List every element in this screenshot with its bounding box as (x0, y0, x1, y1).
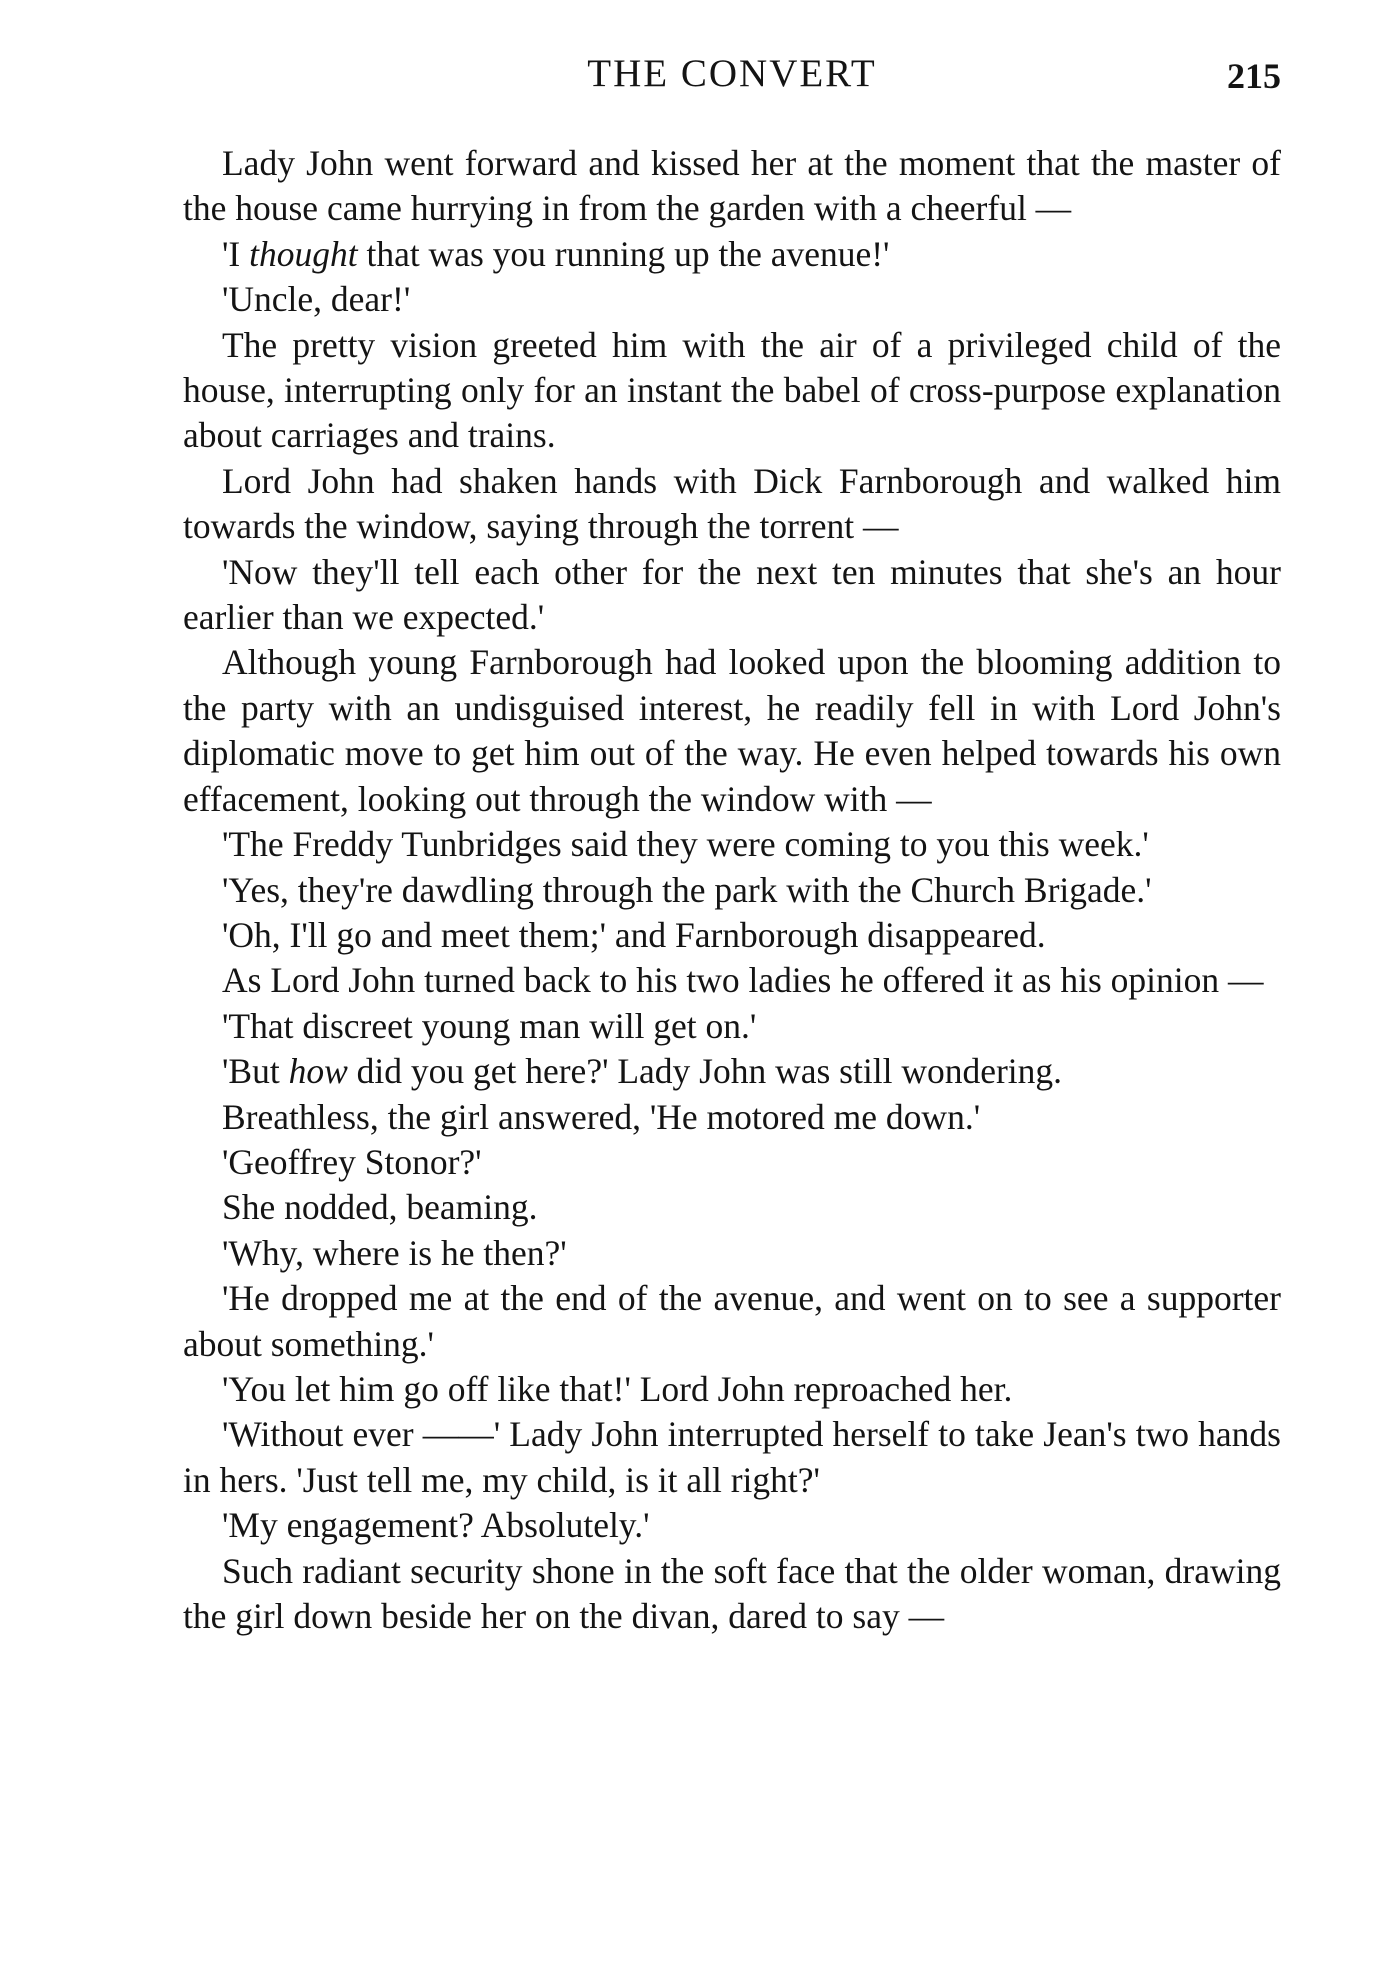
body-text (183, 141, 1281, 1639)
paragraph: Lord John had shaken hands with Dick Farnborough and walked him towards the window, saying through the torrent — (183, 460, 1281, 547)
page-number: 215 (1227, 56, 1281, 96)
paragraph: Lady John went forward and kissed her at the moment that the master of the house came hurrying in from the garden with a cheerful — (183, 143, 1281, 229)
paragraph: Such radiant security shone in the soft face that the older woman, drawing the girl down beside her on the divan, dared to say — (183, 1550, 1281, 1636)
paragraph: 'I thought that was you running up the avenue!' (222, 233, 890, 274)
paragraph: Breathless, the girl answered, 'He motored me down.' (222, 1096, 981, 1137)
chapter-title: THE CONVERT (587, 52, 877, 95)
paragraph: 'Geoffrey Stonor?' (222, 1141, 482, 1182)
paragraph: As Lord John turned back to his two ladies he offered it as his opinion — (222, 960, 1264, 1001)
paragraph: 'He dropped me at the end of the avenue, and went on to see a supporter about something.' (183, 1278, 1281, 1364)
paragraph: 'The Freddy Tunbridges said they were coming to you this week.' (222, 824, 1149, 865)
emphasis: how (288, 1051, 348, 1092)
paragraph: 'Oh, I'll go and meet them;' and Farnborough disappeared. (222, 914, 1046, 955)
paragraph: 'Yes, they're dawdling through the park with the Church Brigade.' (222, 869, 1152, 910)
paragraph: Although young Farnborough had looked upon the blooming addition to the party with an undisguised interest, he readily fell in with Lord John's diplomatic move to get him out of the way. He even helped towards his own effacement, looking out through the window with — (183, 642, 1281, 819)
running-head (183, 48, 1281, 100)
paragraph: 'Why, where is he then?' (222, 1232, 567, 1273)
emphasis: thought (249, 233, 358, 274)
paragraph: 'Now they'll tell each other for the next ten minutes that she's an hour earlier than we expected.' (183, 551, 1281, 638)
paragraph: She nodded, beaming. (222, 1187, 538, 1228)
paragraph: 'That discreet young man will get on.' (222, 1005, 757, 1046)
paragraph: 'Without ever ——' Lady John interrupted herself to take Jean's two hands in hers. 'Just tell me, my child, is it all right?' (183, 1414, 1281, 1500)
paragraph: 'But how did you get here?' Lady John was still wondering. (222, 1051, 1063, 1092)
paragraph: 'My engagement? Absolutely.' (222, 1505, 650, 1546)
paragraph: 'You let him go off like that!' Lord John reproached her. (222, 1368, 1013, 1409)
paragraph: The pretty vision greeted him with the air of a privileged child of the house, interrupting only for an instant the babel of cross-purpose explanation about carriages and trains. (183, 324, 1281, 456)
paragraph: 'Uncle, dear!' (222, 279, 411, 320)
